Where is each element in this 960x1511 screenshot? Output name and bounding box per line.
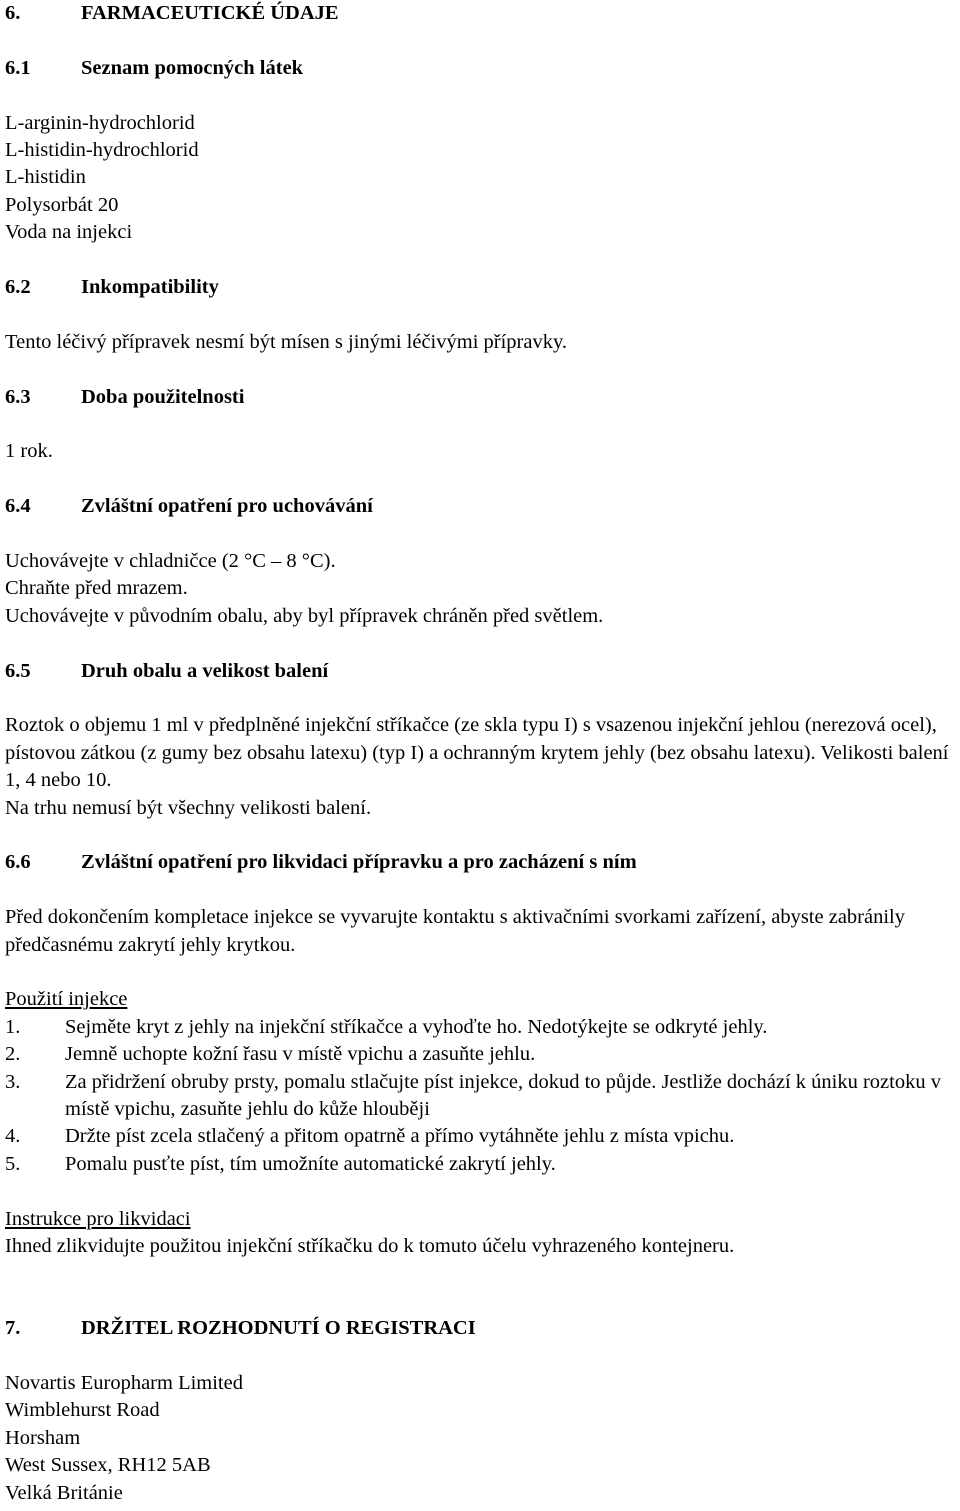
list-number: 1. (5, 1015, 21, 1038)
document-page (5, 0, 960, 1507)
section-number: 6.2 (5, 276, 31, 299)
storage-line: Uchovávejte v chladničce (2 °C – 8 °C). (5, 550, 336, 572)
section-number: 7. (5, 1317, 21, 1340)
address-line: Novartis Europharm Limited (5, 1372, 243, 1395)
section-6-heading (5, 0, 960, 27)
section-7-heading (5, 1315, 960, 1342)
address-line: West Sussex, RH12 5AB (5, 1454, 211, 1477)
storage-line: Chraňte před mrazem. (5, 577, 188, 600)
section-title: DRŽITEL ROZHODNUTÍ O REGISTRACI (81, 1317, 476, 1340)
excipient-item: Polysorbát 20 (5, 193, 119, 216)
section-title: Zvláštní opatření pro likvidaci přípravku a pro zacházení s ním (81, 851, 637, 874)
list-item (5, 1014, 960, 1041)
list-item (5, 1069, 960, 1124)
disposal-subheading: Instrukce pro likvidaci (5, 1207, 191, 1230)
section-title: Doba použitelnosti (81, 385, 245, 408)
section-number: 6.1 (5, 56, 31, 79)
list-text: Jemně uchopte kožní řasu v místě vpichu a zasuňte jehlu. (65, 1043, 536, 1066)
list-number: 4. (5, 1125, 21, 1148)
section-number: 6.6 (5, 851, 31, 874)
list-item (5, 1123, 960, 1150)
excipient-item: L-histidin (5, 166, 86, 189)
excipient-item: Voda na injekci (5, 221, 133, 244)
address-line: Velká Británie (5, 1481, 123, 1504)
section-6-6-heading (5, 849, 960, 876)
section-title: FARMACEUTICKÉ ÚDAJE (81, 2, 339, 24)
list-text: Pomalu pusťte píst, tím umožníte automatické zakrytí jehly. (65, 1152, 556, 1175)
list-item (5, 1041, 960, 1068)
container-description: Roztok o objemu 1 ml v předplněné injekční stříkačce (ze skla typu I) s vsazenou injekční jehlou (nerezová ocel), pístovou zátkou (z gumy bez obsahu latexu) (typ I) a ochranným krytem jehly (bez obsahu latexu). Velikosti balení 1, 4 nebo 10. (5, 714, 949, 792)
list-number: 5. (5, 1152, 21, 1175)
section-title: Zvláštní opatření pro uchovávání (81, 495, 373, 518)
pack-size-note: Na trhu nemusí být všechny velikosti balení. (5, 796, 372, 819)
list-number: 3. (5, 1070, 21, 1093)
section-title: Druh obalu a velikost balení (81, 659, 329, 682)
section-number: 6. (5, 2, 21, 24)
section-number: 6.5 (5, 659, 31, 682)
address-line: Wimblehurst Road (5, 1399, 160, 1422)
list-text: Za přidržení obruby prsty, pomalu stlačujte píst injekce, dokud to půjde. Jestliže dochází k úniku roztoku v místě vpichu, zasuňte jehlu do kůže hlouběji (65, 1070, 941, 1121)
section-6-1-heading (5, 55, 960, 82)
handling-paragraph: Před dokončením kompletace injekce se vyvarujte kontaktu s aktivačními svorkami zařízení, abyste zabránily předčasnému zakrytí jehly krytkou. (5, 906, 905, 956)
disposal-text: Ihned zlikvidujte použitou injekční stříkačku do k tomuto účelu vyhrazeného kontejneru. (5, 1235, 735, 1258)
storage-line: Uchovávejte v původním obalu, aby byl přípravek chráněn před světlem. (5, 604, 604, 627)
shelf-life-text: 1 rok. (5, 440, 53, 463)
section-6-2-heading (5, 274, 960, 301)
list-text: Sejměte kryt z jehly na injekční stříkačce a vyhoďte ho. Nedotýkejte se odkryté jehly. (65, 1015, 768, 1038)
section-title: Inkompatibility (81, 276, 219, 299)
address-line: Horsham (5, 1426, 81, 1449)
section-title: Seznam pomocných látek (81, 56, 304, 79)
list-number: 2. (5, 1043, 21, 1066)
section-6-4-heading (5, 493, 960, 520)
list-text: Držte píst zcela stlačený a přitom opatrně a přímo vytáhněte jehlu z místa vpichu. (65, 1125, 735, 1148)
section-number: 6.3 (5, 385, 31, 408)
incompatibility-text: Tento léčivý přípravek nesmí být mísen s jinými léčivými přípravky. (5, 330, 568, 353)
use-subheading: Použití injekce (5, 988, 128, 1011)
excipient-item: L-arginin-hydrochlorid (5, 111, 195, 134)
excipient-item: L-histidin-hydrochlorid (5, 139, 199, 161)
section-number: 6.4 (5, 495, 31, 518)
list-item (5, 1151, 960, 1178)
section-6-3-heading (5, 384, 960, 411)
section-6-5-heading (5, 658, 960, 685)
